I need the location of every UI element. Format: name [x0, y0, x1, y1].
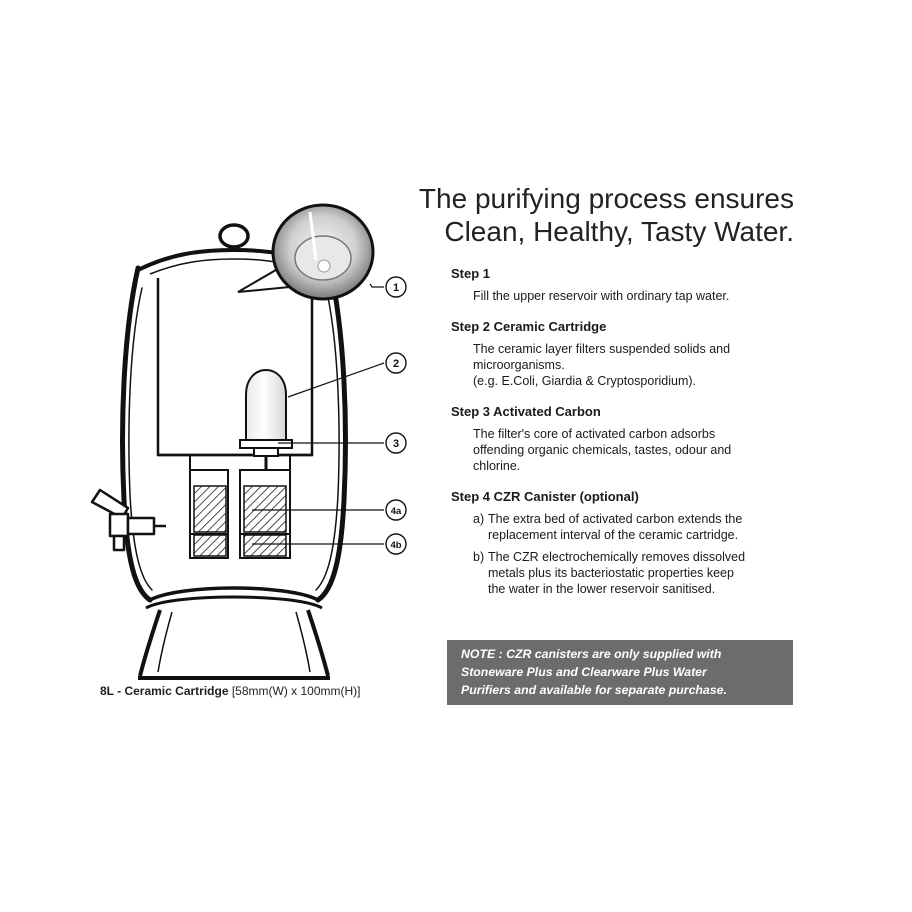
- headline: [419, 182, 794, 248]
- svg-text:4a: 4a: [390, 506, 402, 517]
- step-text-line: The ceramic layer filters suspended solids and: [473, 342, 731, 356]
- caption-dimensions: [58mm(W) x 100mm(H)]: [228, 684, 361, 698]
- step-text-line: offending organic chemicals, tastes, odour and: [473, 443, 732, 457]
- svg-text:3: 3: [392, 438, 400, 450]
- headline-line-1: The purifying process ensures: [418, 183, 794, 214]
- note-line-3: Purifiers and available for separate purchase.: [461, 683, 727, 697]
- svg-text:2: 2: [392, 358, 400, 370]
- note-line-2: Stoneware Plus and Clearware Plus Water: [461, 665, 707, 679]
- product-caption: [100, 684, 361, 698]
- step-text-line: the water in the lower reservoir sanitised.: [488, 582, 716, 596]
- caption-product-name: 8L - Ceramic Cartridge: [100, 684, 229, 698]
- step-text-line: Fill the upper reservoir with ordinary tap water.: [473, 289, 730, 303]
- steps-list: [451, 265, 801, 611]
- step-body: [451, 288, 801, 304]
- callout-3: [386, 433, 406, 453]
- base-stand: [138, 588, 330, 678]
- step-text-line: metals plus its bacteriostatic properties keep: [488, 566, 734, 580]
- step-title: Step 2 Ceramic Cartridge: [451, 319, 607, 334]
- step-title: Step 3 Activated Carbon: [451, 404, 601, 419]
- czr-canisters: [190, 470, 290, 558]
- step-4-item-a: [451, 511, 801, 543]
- step-4-item-b: [451, 549, 801, 597]
- step-text-line: The extra bed of activated carbon extends the: [488, 512, 743, 526]
- step-4: [451, 488, 801, 597]
- callout-2: [386, 353, 406, 373]
- step-text-line: The CZR electrochemically removes dissolved: [488, 550, 746, 564]
- step-text-line: replacement interval of the ceramic cartridge.: [488, 528, 739, 542]
- callout-4b: [386, 534, 406, 554]
- step-2: [451, 318, 801, 389]
- callout-4a: [386, 500, 406, 520]
- step-title: Step 4 CZR Canister (optional): [451, 489, 639, 504]
- step-3: [451, 403, 801, 474]
- callout-1: [386, 277, 406, 297]
- svg-text:4b: 4b: [390, 540, 402, 551]
- step-title: Step 1: [451, 266, 491, 281]
- step-body: [451, 341, 801, 389]
- headline-line-2: Clean, Healthy, Tasty Water.: [444, 216, 794, 247]
- item-text: [488, 549, 801, 597]
- svg-text:1: 1: [392, 282, 400, 294]
- note-box: [447, 640, 793, 705]
- step-text-line: (e.g. E.Coli, Giardia & Cryptosporidium).: [473, 374, 696, 388]
- step-text-line: chlorine.: [473, 459, 521, 473]
- item-letter: a): [473, 512, 485, 526]
- item-text: [488, 511, 801, 543]
- step-text-line: The filter's core of activated carbon adsorbs: [473, 427, 716, 441]
- item-letter: b): [473, 550, 485, 564]
- step-1: [451, 265, 801, 304]
- step-body: [451, 426, 801, 474]
- note-line-1: NOTE : CZR canisters are only supplied with: [461, 647, 722, 661]
- step-text-line: microorganisms.: [473, 358, 565, 372]
